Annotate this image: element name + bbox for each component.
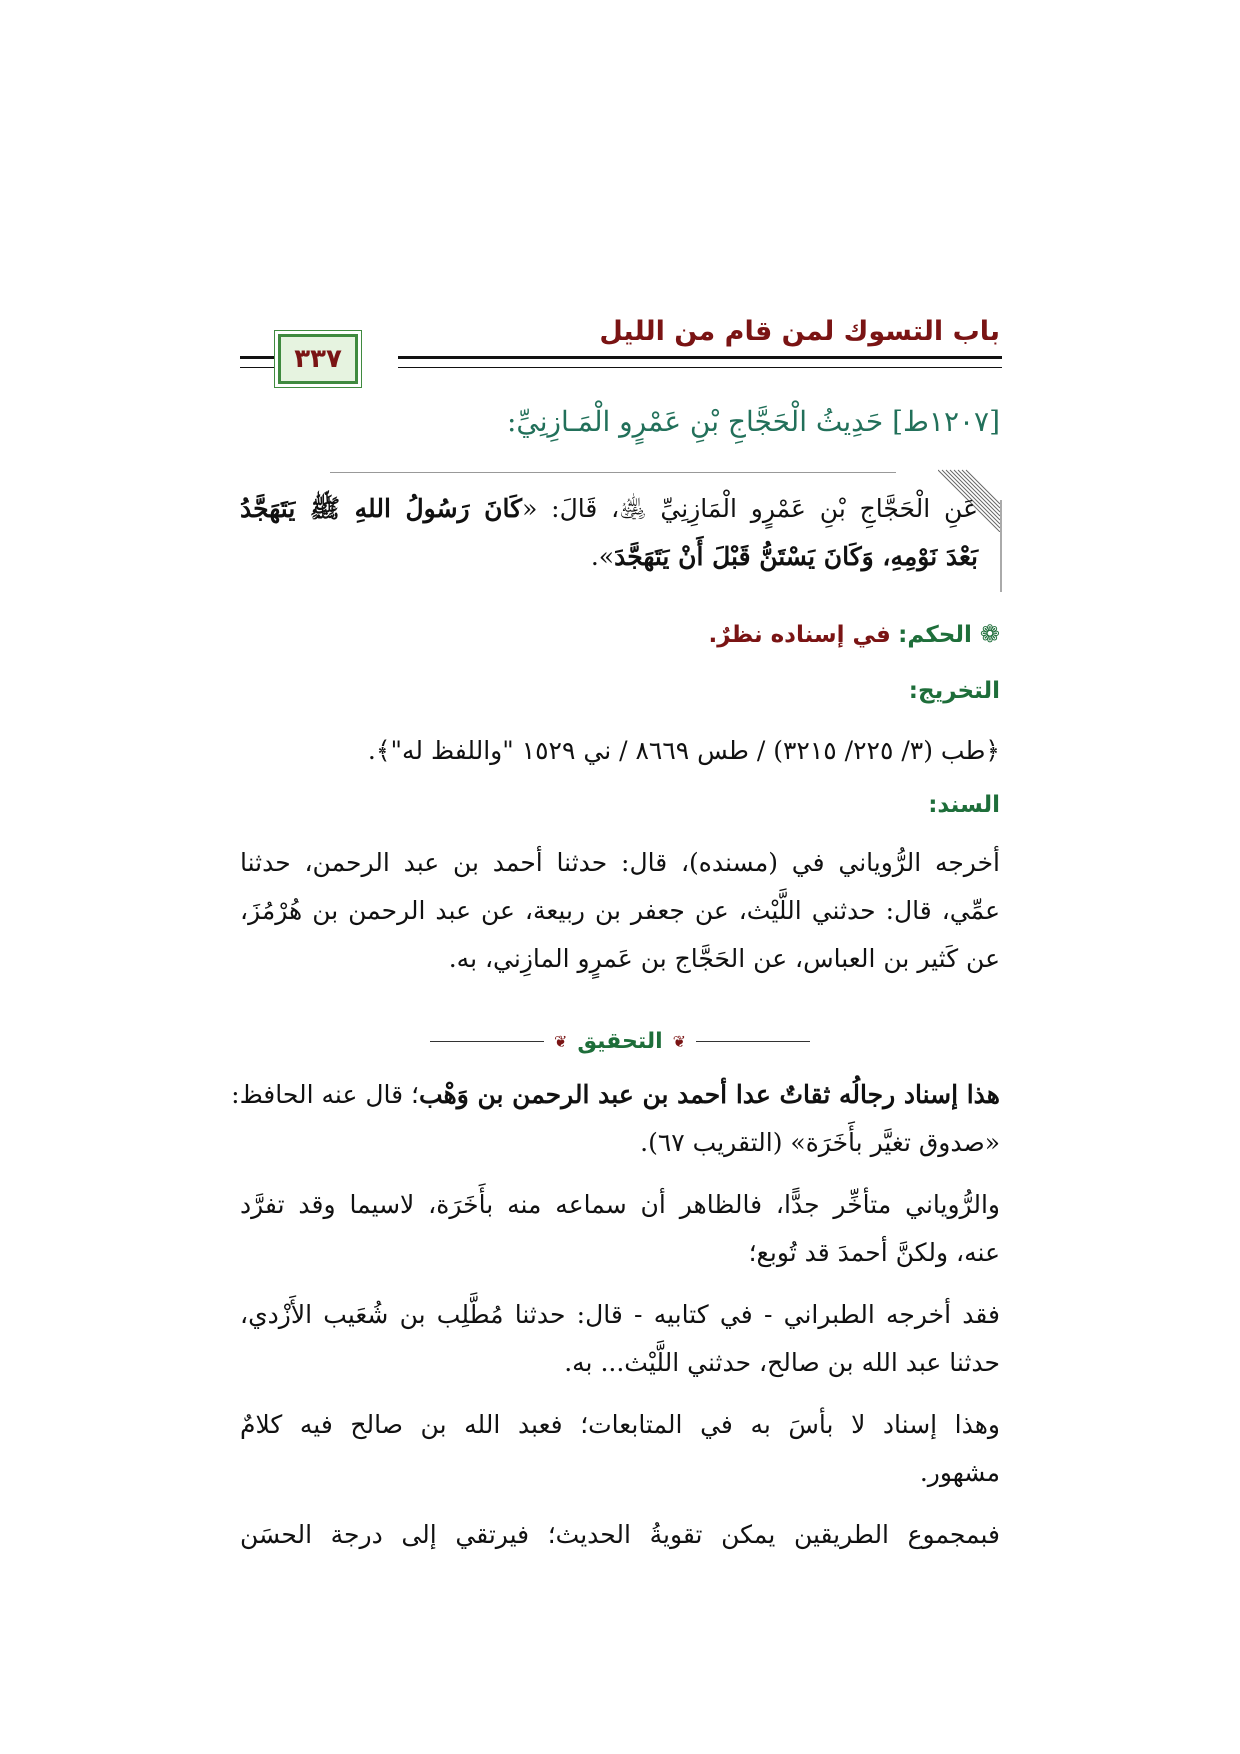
sanad-label: السند: — [928, 792, 1000, 818]
tahqiq-line: «صدوق تغيَّر بأَخَرَة» (التقريب ٦٧). — [640, 1128, 1000, 1157]
page-number: ٣٣٧ — [294, 344, 342, 374]
header-rule — [398, 356, 1002, 368]
hadith-title: [١٢٠٧ط] حَدِيثُ الْحَجَّاجِ بْنِ عَمْرٍو الْمَـازِنِيِّ: — [506, 405, 1000, 438]
tahqiq-line — [231, 1078, 1000, 1112]
takhrij-label: التخريج: — [908, 678, 1000, 704]
tahqiq-line: مشهور. — [919, 1458, 1000, 1487]
tahqiq-line: فقد أخرجه الطبراني - في كتابيه - قال: حدثنا مُطَّلِب بن شُعَيب الأَزْدي، — [240, 1300, 1000, 1329]
header-rule-left — [240, 356, 274, 368]
tahqiq-divider — [430, 1024, 810, 1058]
tahqiq-text: ؛ قال عنه الحافظ: — [231, 1080, 419, 1109]
hadith-matn: كَانَ رَسُولُ اللهِ ﷺ يَتَهَجَّدُ — [240, 494, 523, 523]
running-head: باب التسوك لمن قام من الليل — [599, 316, 1000, 347]
sanad-line: عمِّي، قال: حدثني اللَّيْث، عن جعفر بن ربيعة، عن عبد الرحمن بن هُرْمُزَ، — [240, 896, 1000, 925]
hadith-narration: عَنِ الْحَجَّاجِ بْنِ عَمْرٍو الْمَازِنِيِّ ﵁، قَالَ: « — [522, 494, 978, 523]
takhrij-text: ﴿طب (٣/ ٢٢٥/ ٣٢١٥) / طس ٨٦٦٩ / ني ١٥٢٩ "واللفظ له"﴾. — [367, 736, 1000, 765]
hadith-matn: بَعْدَ نَوْمِهِ، وَكَانَ يَسْتَنُّ قَبْلَ أَنْ يَتَهَجَّدَ — [614, 542, 978, 571]
tahqiq-label: التحقيق — [577, 1028, 663, 1054]
divider-line — [696, 1041, 810, 1042]
divider-ornament-icon: ❦ — [672, 1031, 687, 1051]
hadith-text-line — [240, 492, 978, 526]
title-rule — [330, 472, 896, 473]
flower-ornament-icon: ❁ — [979, 620, 1000, 648]
tahqiq-line: فبمجموع الطريقين يمكن تقويةُ الحديث؛ فيرتقي إلى درجة الحسَن — [240, 1520, 1000, 1549]
tahqiq-line: والرُّوياني متأخِّر جدًّا، فالظاهر أن سماعه منه بأَخَرَة، لاسيما وقد تفرَّد — [240, 1190, 1000, 1219]
divider-ornament-icon: ❦ — [553, 1031, 568, 1051]
hadith-text-line — [240, 540, 978, 574]
ruling-row — [709, 620, 1000, 648]
hadith-close: ». — [590, 542, 615, 571]
tahqiq-line: وهذا إسناد لا بأسَ به في المتابعات؛ فعبد الله بن صالح فيه كلامٌ — [240, 1410, 1000, 1439]
hadith-side-rule — [1000, 500, 1002, 592]
divider-line — [430, 1041, 544, 1042]
tahqiq-line: عنه، ولكنَّ أحمدَ قد تُوبع؛ — [748, 1238, 1000, 1267]
sanad-line: عن كَثير بن العباس، عن الحَجَّاج بن عَمرٍو المازِني، به. — [448, 944, 1000, 973]
ruling-label: الحكم: — [898, 622, 972, 648]
page-number-frame — [278, 334, 358, 384]
tahqiq-line: حدثنا عبد الله بن صالح، حدثني اللَّيْث... به. — [564, 1348, 1000, 1377]
tahqiq-bold-text: هذا إسناد رجالُه ثقاتٌ عدا أحمد بن عبد الرحمن بن وَهْب — [418, 1080, 1000, 1109]
ruling-value: في إسناده نظرٌ. — [708, 622, 891, 648]
sanad-line: أخرجه الرُّوياني في (مسنده)، قال: حدثنا أحمد بن عبد الرحمن، حدثنا — [240, 848, 1000, 877]
